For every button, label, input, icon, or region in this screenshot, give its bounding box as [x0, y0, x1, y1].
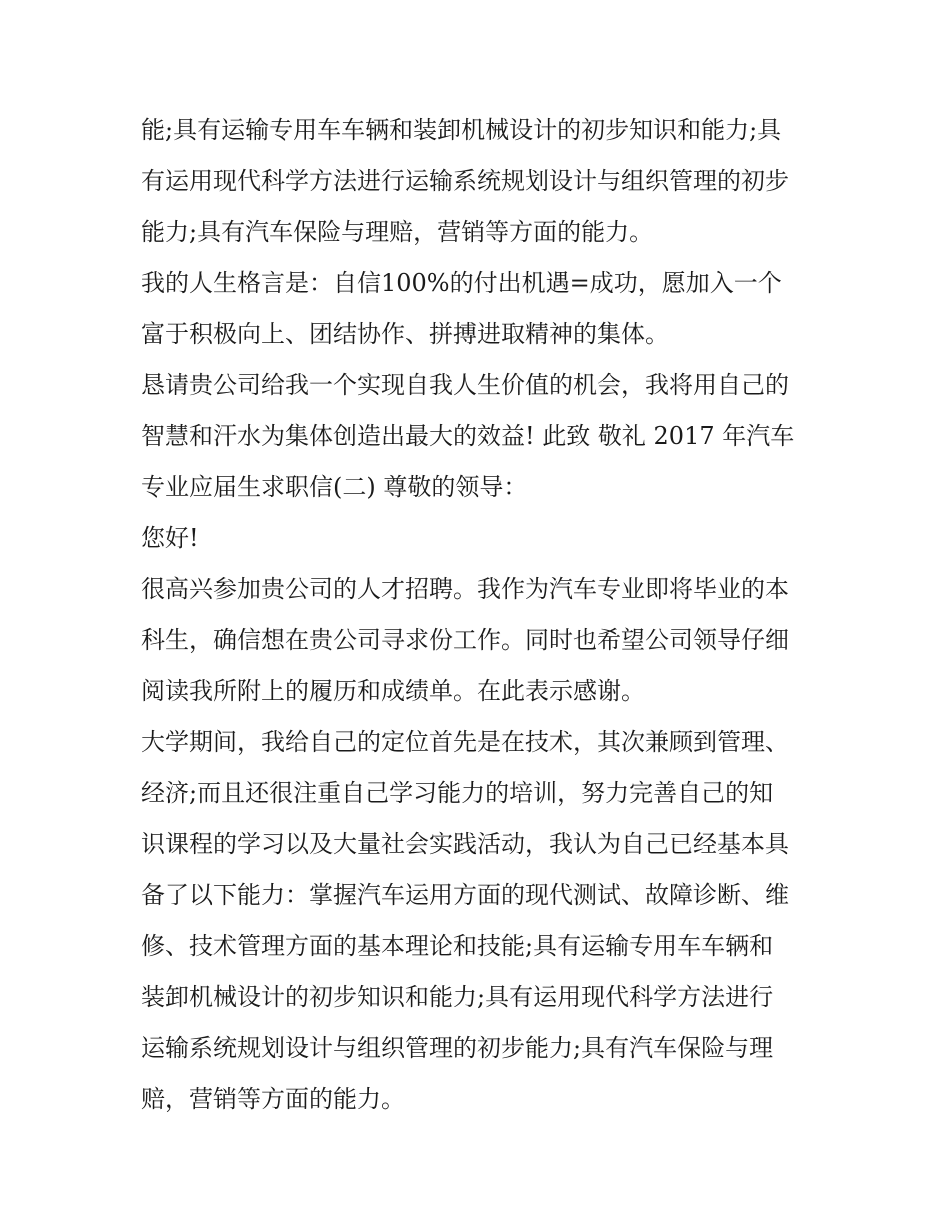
text-line: 修、技术管理方面的基本理论和技能;具有运输专用车车辆和 — [141, 932, 774, 960]
text-line: 很高兴参加贵公司的人才招聘。我作为汽车专业即将毕业的本 — [141, 575, 789, 603]
text-line: 阅读我所附上的履历和成绩单。在此表示感谢。 — [141, 677, 645, 705]
text-line: 恳请贵公司给我一个实现自我人生价值的机会，我将用自己的 — [141, 371, 789, 399]
text-line: 大学期间，我给自己的定位首先是在技术，其次兼顾到管理、 — [141, 728, 789, 756]
text-line: 装卸机械设计的初步知识和能力;具有运用现代科学方法进行 — [141, 983, 774, 1011]
text-line: 经济;而且还很注重自己学习能力的培训，努力完善自己的知 — [141, 779, 774, 807]
text-line: 能力;具有汽车保险与理赔，营销等方面的能力。 — [141, 218, 654, 246]
text-line: 能;具有运输专用车车辆和装卸机械设计的初步知识和能力;具 — [141, 116, 782, 144]
text-line: 识课程的学习以及大量社会实践活动，我认为自己已经基本具 — [141, 830, 789, 858]
document-body — [141, 105, 841, 1125]
text-line: 科生，确信想在贵公司寻求份工作。同时也希望公司领导仔细 — [141, 626, 789, 654]
text-line: 运输系统规划设计与组织管理的初步能力;具有汽车保险与理 — [141, 1034, 774, 1062]
text-line: 我的人生格言是：自信100%的付出机遇=成功，愿加入一个 — [141, 269, 782, 297]
text-line: 智慧和汗水为集体创造出最大的效益! 此致 敬礼 2017 年汽车 — [141, 422, 795, 450]
text-line: 您好! — [141, 524, 199, 552]
text-line: 专业应届生求职信(二) 尊敬的领导： — [141, 473, 528, 501]
text-line: 赔，营销等方面的能力。 — [141, 1085, 405, 1113]
text-line: 富于积极向上、团结协作、拼搏进取精神的集体。 — [141, 320, 669, 348]
text-line: 有运用现代科学方法进行运输系统规划设计与组织管理的初步 — [141, 167, 789, 195]
text-line: 备了以下能力：掌握汽车运用方面的现代测试、故障诊断、维 — [141, 881, 789, 909]
